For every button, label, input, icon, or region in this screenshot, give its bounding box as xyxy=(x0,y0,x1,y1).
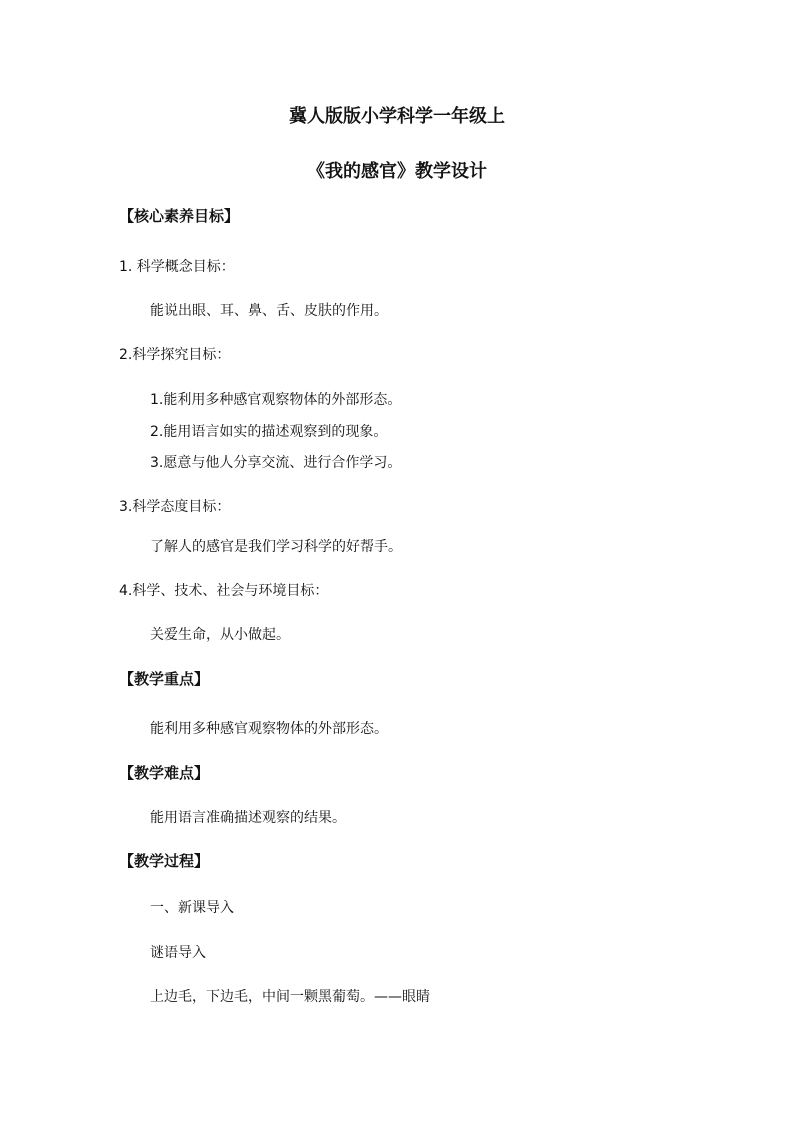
inquiry-goal-item-2: 2.能用语言如实的描述观察到的现象。 xyxy=(150,424,388,440)
concept-goal-text: 能说出眼、耳、鼻、舌、皮肤的作用。 xyxy=(150,303,388,319)
sts-goal-heading: 4.科学、技术、社会与环境目标： xyxy=(119,583,329,599)
process-step-1: 一、新课导入 xyxy=(150,900,234,916)
difficulty-text: 能用语言准确描述观察的结果。 xyxy=(150,810,346,826)
inquiry-goal-heading: 2.科学探究目标： xyxy=(119,347,231,363)
section-header-process: 【教学过程】 xyxy=(119,852,210,870)
concept-goal-heading: 1. 科学概念目标： xyxy=(119,259,235,275)
section-header-difficulty: 【教学难点】 xyxy=(119,764,210,782)
sts-goal-text: 关爱生命，从小做起。 xyxy=(150,627,290,643)
key-point-text: 能利用多种感官观察物体的外部形态。 xyxy=(150,721,388,737)
inquiry-goal-item-1: 1.能利用多种感官观察物体的外部形态。 xyxy=(150,392,402,408)
document-title-line-2: 《我的感官》教学设计 xyxy=(307,161,487,182)
process-step-1-sub: 谜语导入 xyxy=(150,945,206,961)
section-header-key-point: 【教学重点】 xyxy=(119,670,210,688)
inquiry-goal-item-3: 3.愿意与他人分享交流、进行合作学习。 xyxy=(150,455,402,471)
section-header-core-goals: 【核心素养目标】 xyxy=(119,207,240,225)
attitude-goal-heading: 3.科学态度目标： xyxy=(119,499,231,515)
attitude-goal-text: 了解人的感官是我们学习科学的好帮手。 xyxy=(150,539,402,555)
document-title-line-1: 冀人版版小学科学一年级上 xyxy=(289,106,505,127)
riddle-text: 上边毛，下边毛，中间一颗黑葡萄。——眼睛 xyxy=(150,989,430,1005)
